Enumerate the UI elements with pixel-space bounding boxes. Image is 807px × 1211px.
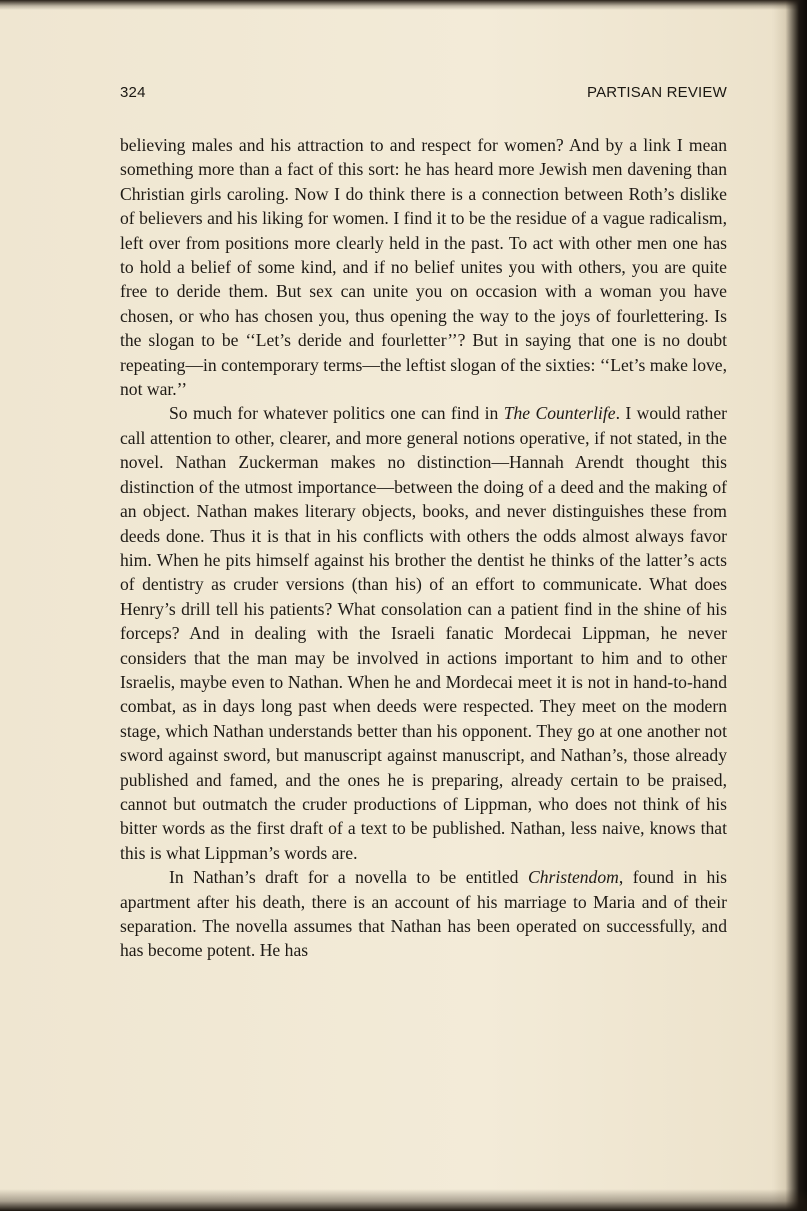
text-segment: believing males and his attraction to and respect for women? And by a link I mean something more than a fact of this sort: he has heard more Jewish men davening than Christian girls caroling. Now I do think there is a connection between Roth’s dislike of believers and his liking for women. I find it to be the residue of a vague radicalism, left over from positions more clearly held in the past. To act with other men one has to hold a belief of some kind, and if no belief unites you with others, you are quite free to deride them. But sex can unite you on occasion with a woman you have chosen, or who has chosen you, thus opening the way to the joys of fourlettering. Is the slogan to be ‘‘Let’s deride and fourletter’’? But in saying that one is no doubt repeating—in contemporary terms—the leftist slogan of the sixties: ‘‘Let’s make love, not war.’’ <box>120 135 727 400</box>
paragraph <box>120 133 727 401</box>
text-segment: . I would rather call attention to other, clearer, and more general notions operative, if not stated, in the novel. Nathan Zuckerman makes no distinction—Hannah Arendt thought this distinction of the utmost importance—between the doing of a deed and the making of an object. Nathan makes literary objects, books, and never distinguishes these from deeds done. Thus it is that in his conflicts with others the odds almost always favor him. When he pits himself against his brother the dentist he thinks of the latter’s acts of dentistry as cruder versions (than his) of an effort to communicate. What does Henry’s drill tell his patients? What consolation can a patient find in the shine of his forceps? And in dealing with the Israeli fanatic Mordecai Lippman, he never considers that the man may be involved in actions important to him and to other Israelis, maybe even to Nathan. When he and Mordecai meet it is not in hand-to-hand combat, as in days long past when deeds were respected. They meet on the modern stage, which Nathan understands better than his opponent. They go at one another not sword against sword, but manuscript against manuscript, and Nathan’s, those already published and famed, and the ones he is preparing, already certain to be praised, cannot but outmatch the cruder productions of Lippman, who does not think of his bitter words as the first draft of a text to be published. Nathan, less naive, knows that this is what Lippman’s words are. <box>120 403 727 863</box>
page-gutter-shadow <box>771 0 807 1211</box>
book-title-italic: The Counterlife <box>503 403 616 424</box>
page-top-shadow <box>0 0 807 10</box>
book-title-italic: Christendom <box>527 867 619 888</box>
running-head: PARTISAN REVIEW <box>587 84 727 101</box>
paragraph <box>120 865 727 963</box>
text-segment: So much for whatever politics one can find in <box>169 403 504 424</box>
text-segment: In Nathan’s draft for a novella to be entitled <box>169 867 528 888</box>
paragraph <box>120 401 727 865</box>
body-text <box>120 133 727 963</box>
page-bottom-shadow <box>0 1189 807 1211</box>
page-number: 324 <box>120 84 146 101</box>
text-segment: , found in his apartment after his death, there is an account of his marriage to Maria and of their separation. The novella assumes that Nathan has been operated on successfully, and has become potent. He has <box>120 867 727 961</box>
